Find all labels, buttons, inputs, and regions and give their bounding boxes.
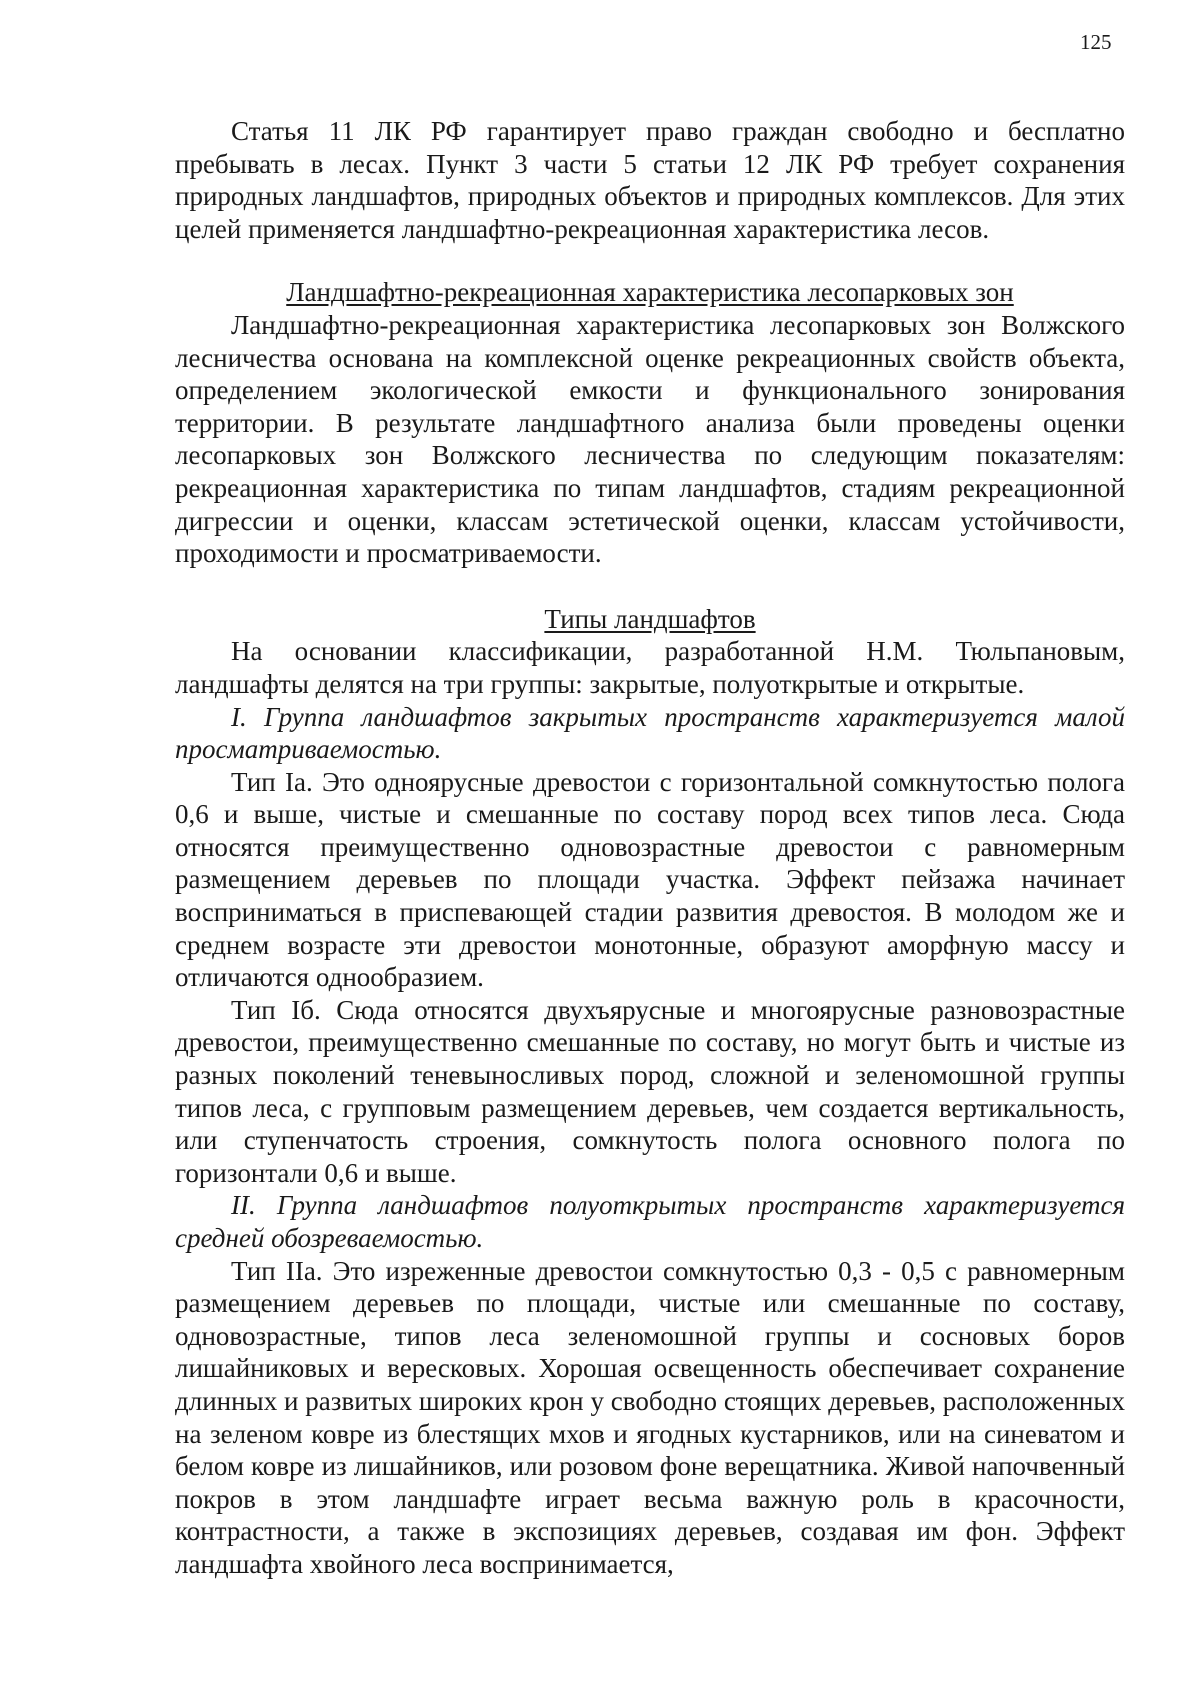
intro-paragraph: Статья 11 ЛК РФ гарантирует право граждан свободно и бесплатно пребывать в лесах. Пункт 3 части 5 статьи 12 ЛК РФ требует сохранения природных ландшафтов, природных объектов и природных комплексов. Для этих целей применяется ландшафтно-рекреационная характеристика лесов.	[175, 116, 1125, 244]
section-heading-landscape-recreational: Ландшафтно-рекреационная характеристика лесопарковых зон	[286, 277, 1014, 308]
type-1a-paragraph: Тип Iа. Это одноярусные древостои с горизонтальной сомкнутостью полога 0,6 и выше, чистые и смешанные по составу пород всех типов леса. Сюда относятся преимущественно одновозрастные древостои с равномерным размещением деревьев по площади участка. Эффект пейзажа начинает восприниматься в приспевающей стадии развития древостоя. В молодом же и среднем возрасте эти древостои монотонные, образуют аморфную массу и отличаются однообразием.	[175, 766, 1125, 993]
landscape-types-intro: На основании классификации, разработанной Н.М. Тюльпановым, ландшафты делятся на три группы: закрытые, полуоткрытые и открытые.	[175, 636, 1125, 699]
group-2-title: II. Группа ландшафтов полуоткрытых пространств характеризуется средней обозреваемостью.	[175, 1190, 1125, 1253]
page-number: 125	[1080, 30, 1112, 54]
type-2a-paragraph: Тип IIа. Это изреженные древостои сомкнутостью 0,3 - 0,5 с равномерным размещением деревьев по площади, чистые или смешанные по составу, одновозрастные, типов леса зеленомошной группы и сосновых боров лишайниковых и вересковых. Хорошая освещенность обеспечивает сохранение длинных и развитых широких крон у свободно стоящих деревьев, расположенных на зеленом ковре из блестящих мхов и ягодных кустарников, или на синеватом и белом ковре из лишайников, или розовом фоне верещатника. Живой напочвенный покров в этом ландшафте играет весьма важную роль в красочности, контрастности, а также в экспозициях деревьев, создавая им фон. Эффект ландшафта хвойного леса воспринимается,	[175, 1255, 1125, 1579]
type-1b-paragraph: Тип Iб. Сюда относятся двухъярусные и многоярусные разновозрастные древостои, преимущественно смешанные по составу, но могут быть и чистые из разных поколений теневыносливых пород, сложной и зеленомошной группы типов леса, с групповым размещением деревьев, чем создается вертикальность, или ступенчатость строения, сомкнутость полога основного полога по горизонтали 0,6 и выше.	[175, 994, 1125, 1188]
section-heading-landscape-types: Типы ландшафтов	[544, 603, 756, 634]
landscape-recreational-paragraph: Ландшафтно-рекреационная характеристика лесопарковых зон Волжского лесничества основана на комплексной оценке рекреационных свойств объекта, определением экологической емкости и функционального зонирования территории. В результате ландшафтного анализа были проведены оценки лесопарковых зон Волжского лесничества по следующим показателям: рекреационная характеристика по типам ландшафтов, стадиям рекреационной дигрессии и оценки, классам эстетической оценки, классам устойчивости, проходимости и просматриваемости.	[175, 309, 1125, 569]
group-1-title: I. Группа ландшафтов закрытых пространств характеризуется малой просматриваемостью.	[175, 701, 1125, 765]
document-body	[175, 115, 1125, 1581]
